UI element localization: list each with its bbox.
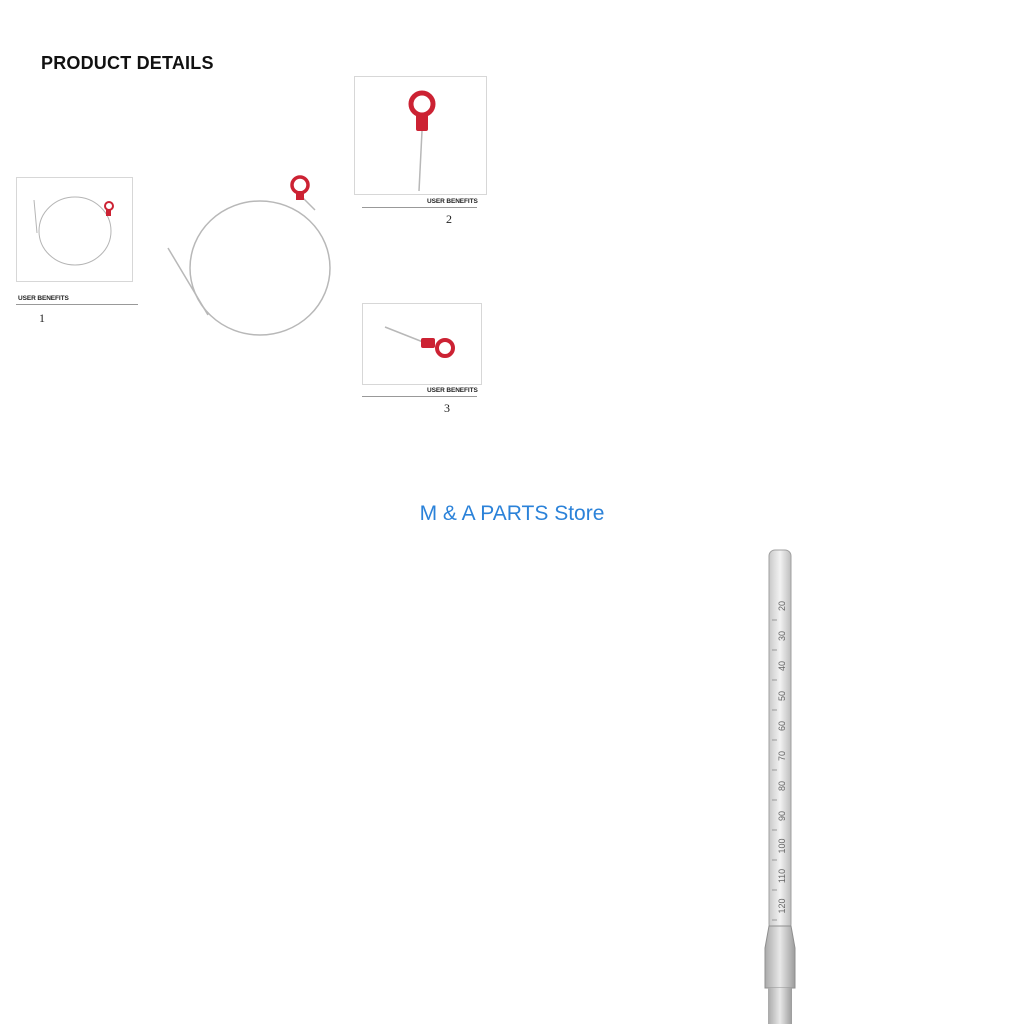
dipstick-scale-label: 50: [777, 690, 787, 702]
dipstick-scale-label: 80: [777, 780, 787, 792]
thumbnail-2-caption: USER BENEFITS: [427, 198, 478, 205]
main-product-image: [160, 170, 340, 345]
dipstick-scale-label: 40: [777, 660, 787, 672]
thumbnail-1[interactable]: [16, 177, 133, 282]
thumbnail-1-number: 1: [39, 311, 45, 325]
store-name-link[interactable]: M & A PARTS Store: [419, 502, 605, 525]
dipstick-handle-side-image: [363, 304, 481, 384]
thumbnail-2-number: 2: [446, 212, 452, 226]
thumbnail-1-divider: [16, 304, 138, 305]
thumbnail-3-number: 3: [444, 401, 450, 415]
page-title: PRODUCT DETAILS: [41, 53, 214, 73]
dipstick-closeup-image: [755, 548, 805, 1024]
thumbnail-3-divider: [362, 396, 477, 397]
thumbnail-2[interactable]: [354, 76, 487, 195]
thumbnail-2-divider: [362, 207, 477, 208]
dipstick-scale-label: 100: [777, 838, 787, 854]
dipstick-scale-label: 120: [777, 898, 787, 914]
dipstick-scale-label: 90: [777, 810, 787, 822]
dipstick-scale-label: 30: [777, 630, 787, 642]
dipstick-scale-label: 70: [777, 750, 787, 762]
dipstick-coil-image: [17, 178, 132, 281]
thumbnail-3[interactable]: [362, 303, 482, 385]
thumbnail-3-caption: USER BENEFITS: [427, 387, 478, 394]
dipstick-scale-label: 20: [777, 600, 787, 612]
thumbnail-1-caption: USER BENEFITS: [18, 295, 69, 302]
dipstick-handle-image: [355, 77, 486, 194]
dipstick-scale-label: 60: [777, 720, 787, 732]
dipstick-scale-label: 110: [777, 868, 787, 884]
